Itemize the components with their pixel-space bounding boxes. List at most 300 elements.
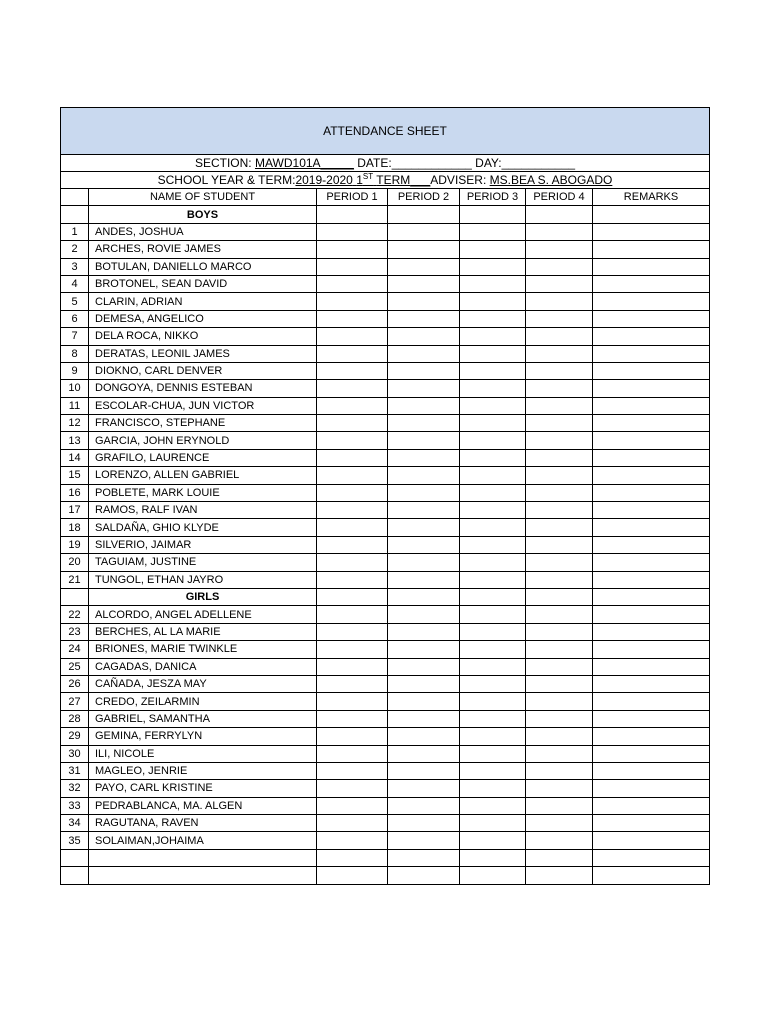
period-4-cell[interactable] <box>526 380 593 397</box>
student-row <box>61 328 710 345</box>
period-3-cell[interactable] <box>460 449 526 466</box>
period-3-cell[interactable] <box>460 310 526 327</box>
student-row <box>61 484 710 501</box>
period-2-cell[interactable] <box>388 745 460 762</box>
empty-cell[interactable] <box>593 849 710 866</box>
period-1-cell[interactable] <box>317 571 388 588</box>
period-3-cell[interactable] <box>460 554 526 571</box>
empty-cell[interactable] <box>526 867 593 884</box>
school-year-adviser-row <box>61 172 710 189</box>
empty-cell[interactable] <box>61 867 89 884</box>
student-name: SALDAÑA, GHIO KLYDE <box>89 519 317 536</box>
empty-row <box>61 849 710 866</box>
group-number-cell <box>61 206 89 223</box>
period-2-cell[interactable] <box>388 362 460 379</box>
period-4-cell[interactable] <box>526 241 593 258</box>
student-number: 11 <box>61 397 89 414</box>
student-number: 6 <box>61 310 89 327</box>
student-row <box>61 467 710 484</box>
period-1-cell[interactable] <box>317 554 388 571</box>
period-2-cell[interactable] <box>388 502 460 519</box>
period-4-cell[interactable] <box>526 623 593 640</box>
period-3-cell[interactable] <box>460 745 526 762</box>
student-name: GRAFILO, LAURENCE <box>89 449 317 466</box>
period-3-cell[interactable] <box>460 275 526 292</box>
remarks-cell[interactable] <box>593 241 710 258</box>
period-3-cell[interactable] <box>460 519 526 536</box>
period-1-cell[interactable] <box>317 815 388 832</box>
remarks-cell[interactable] <box>593 658 710 675</box>
period-4-cell[interactable] <box>526 675 593 692</box>
period-2-cell[interactable] <box>388 345 460 362</box>
remarks-cell[interactable] <box>593 815 710 832</box>
period-1-cell[interactable] <box>317 310 388 327</box>
remarks-cell[interactable] <box>593 380 710 397</box>
student-number: 13 <box>61 432 89 449</box>
remarks-cell[interactable] <box>593 745 710 762</box>
student-number: 29 <box>61 728 89 745</box>
remarks-cell[interactable] <box>593 328 710 345</box>
column-header-row <box>61 189 710 206</box>
period-2-cell[interactable] <box>388 432 460 449</box>
student-row <box>61 362 710 379</box>
period-4-cell[interactable] <box>526 762 593 779</box>
period-3-cell[interactable] <box>460 345 526 362</box>
period-2-cell[interactable] <box>388 415 460 432</box>
period-3-cell[interactable] <box>460 623 526 640</box>
period-3-cell[interactable] <box>460 710 526 727</box>
school-year-label: SCHOOL YEAR & TERM: <box>157 173 296 187</box>
empty-cell[interactable] <box>89 867 317 884</box>
student-row <box>61 258 710 275</box>
period-4-cell[interactable] <box>526 345 593 362</box>
student-name: DEMESA, ANGELICO <box>89 310 317 327</box>
period-3-cell[interactable] <box>460 432 526 449</box>
student-number: 14 <box>61 449 89 466</box>
student-number: 24 <box>61 641 89 658</box>
period-4-cell[interactable] <box>526 397 593 414</box>
remarks-cell[interactable] <box>593 275 710 292</box>
student-row <box>61 797 710 814</box>
period-1-cell[interactable] <box>317 275 388 292</box>
period-4-cell[interactable] <box>526 502 593 519</box>
remarks-cell[interactable] <box>593 693 710 710</box>
student-name: DONGOYA, DENNIS ESTEBAN <box>89 380 317 397</box>
student-number: 30 <box>61 745 89 762</box>
student-number: 18 <box>61 519 89 536</box>
student-number: 3 <box>61 258 89 275</box>
student-number: 10 <box>61 380 89 397</box>
period-4-cell[interactable] <box>526 362 593 379</box>
remarks-cell[interactable] <box>593 484 710 501</box>
empty-cell[interactable] <box>526 849 593 866</box>
student-name: POBLETE, MARK LOUIE <box>89 484 317 501</box>
student-row <box>61 710 710 727</box>
student-name: GABRIEL, SAMANTHA <box>89 710 317 727</box>
period-2-cell[interactable] <box>388 258 460 275</box>
attendance-cell[interactable] <box>460 206 526 223</box>
period-3-cell[interactable] <box>460 658 526 675</box>
period-3-cell[interactable] <box>460 397 526 414</box>
period-1-cell[interactable] <box>317 536 388 553</box>
period-2-cell[interactable] <box>388 832 460 849</box>
student-number: 5 <box>61 293 89 310</box>
student-number: 26 <box>61 675 89 692</box>
remarks-cell[interactable] <box>593 449 710 466</box>
period-2-cell[interactable] <box>388 780 460 797</box>
empty-row <box>61 867 710 884</box>
period-3-cell[interactable] <box>460 484 526 501</box>
remarks-cell[interactable] <box>593 502 710 519</box>
remarks-cell[interactable] <box>593 519 710 536</box>
period-1-cell[interactable] <box>317 415 388 432</box>
student-row <box>61 762 710 779</box>
period-2-cell[interactable] <box>388 762 460 779</box>
student-name: RAMOS, RALF IVAN <box>89 502 317 519</box>
attendance-cell[interactable] <box>460 588 526 605</box>
remarks-cell[interactable] <box>593 762 710 779</box>
student-row <box>61 293 710 310</box>
attendance-cell[interactable] <box>526 588 593 605</box>
period-3-cell[interactable] <box>460 780 526 797</box>
remarks-cell[interactable] <box>593 797 710 814</box>
student-number: 7 <box>61 328 89 345</box>
attendance-cell[interactable] <box>317 588 388 605</box>
attendance-cell[interactable] <box>593 588 710 605</box>
period-1-cell[interactable] <box>317 728 388 745</box>
period-2-cell[interactable] <box>388 815 460 832</box>
header-name: NAME OF STUDENT <box>89 189 317 206</box>
student-name: ESCOLAR-CHUA, JUN VICTOR <box>89 397 317 414</box>
empty-cell[interactable] <box>460 867 526 884</box>
remarks-cell[interactable] <box>593 675 710 692</box>
period-1-cell[interactable] <box>317 397 388 414</box>
period-4-cell[interactable] <box>526 328 593 345</box>
period-4-cell[interactable] <box>526 832 593 849</box>
period-3-cell[interactable] <box>460 571 526 588</box>
period-1-cell[interactable] <box>317 449 388 466</box>
boys-group-label: BOYS <box>89 206 317 223</box>
period-1-cell[interactable] <box>317 362 388 379</box>
period-2-cell[interactable] <box>388 606 460 623</box>
remarks-cell[interactable] <box>593 728 710 745</box>
period-4-cell[interactable] <box>526 310 593 327</box>
remarks-cell[interactable] <box>593 832 710 849</box>
period-2-cell[interactable] <box>388 797 460 814</box>
period-2-cell[interactable] <box>388 571 460 588</box>
period-1-cell[interactable] <box>317 467 388 484</box>
attendance-cell[interactable] <box>593 206 710 223</box>
section-date-day-row <box>61 155 710 172</box>
period-3-cell[interactable] <box>460 362 526 379</box>
section-value: MAWD101A_____ <box>254 156 354 170</box>
period-3-cell[interactable] <box>460 797 526 814</box>
period-3-cell[interactable] <box>460 258 526 275</box>
period-1-cell[interactable] <box>317 519 388 536</box>
student-row <box>61 675 710 692</box>
period-1-cell[interactable] <box>317 623 388 640</box>
student-number: 27 <box>61 693 89 710</box>
period-2-cell[interactable] <box>388 484 460 501</box>
period-4-cell[interactable] <box>526 641 593 658</box>
remarks-cell[interactable] <box>593 362 710 379</box>
remarks-cell[interactable] <box>593 641 710 658</box>
student-name: PEDRABLANCA, MA. ALGEN <box>89 797 317 814</box>
student-row <box>61 380 710 397</box>
period-3-cell[interactable] <box>460 762 526 779</box>
attendance-sheet <box>60 107 709 885</box>
empty-cell[interactable] <box>89 849 317 866</box>
student-row <box>61 641 710 658</box>
remarks-cell[interactable] <box>593 258 710 275</box>
remarks-cell[interactable] <box>593 536 710 553</box>
period-4-cell[interactable] <box>526 815 593 832</box>
remarks-cell[interactable] <box>593 571 710 588</box>
period-1-cell[interactable] <box>317 380 388 397</box>
student-row <box>61 310 710 327</box>
student-name: BOTULAN, DANIELLO MARCO <box>89 258 317 275</box>
period-1-cell[interactable] <box>317 710 388 727</box>
period-4-cell[interactable] <box>526 258 593 275</box>
day-label: DAY: <box>475 156 502 170</box>
student-row <box>61 345 710 362</box>
remarks-cell[interactable] <box>593 467 710 484</box>
header-remarks: REMARKS <box>593 189 710 206</box>
student-row <box>61 241 710 258</box>
student-name: BRIONES, MARIE TWINKLE <box>89 641 317 658</box>
period-4-cell[interactable] <box>526 536 593 553</box>
period-3-cell[interactable] <box>460 728 526 745</box>
period-4-cell[interactable] <box>526 571 593 588</box>
period-3-cell[interactable] <box>460 415 526 432</box>
student-number: 9 <box>61 362 89 379</box>
period-4-cell[interactable] <box>526 415 593 432</box>
period-2-cell[interactable] <box>388 710 460 727</box>
period-2-cell[interactable] <box>388 449 460 466</box>
student-number: 28 <box>61 710 89 727</box>
student-name: CREDO, ZEILARMIN <box>89 693 317 710</box>
period-3-cell[interactable] <box>460 241 526 258</box>
period-4-cell[interactable] <box>526 745 593 762</box>
period-4-cell[interactable] <box>526 223 593 240</box>
student-name: LORENZO, ALLEN GABRIEL <box>89 467 317 484</box>
period-1-cell[interactable] <box>317 780 388 797</box>
period-2-cell[interactable] <box>388 223 460 240</box>
sheet-title: ATTENDANCE SHEET <box>61 108 710 155</box>
period-1-cell[interactable] <box>317 502 388 519</box>
period-1-cell[interactable] <box>317 797 388 814</box>
period-4-cell[interactable] <box>526 293 593 310</box>
student-row <box>61 223 710 240</box>
header-period-3: PERIOD 3 <box>460 189 526 206</box>
attendance-cell[interactable] <box>388 206 460 223</box>
period-2-cell[interactable] <box>388 554 460 571</box>
header-period-1: PERIOD 1 <box>317 189 388 206</box>
period-4-cell[interactable] <box>526 780 593 797</box>
remarks-cell[interactable] <box>593 415 710 432</box>
period-4-cell[interactable] <box>526 797 593 814</box>
period-4-cell[interactable] <box>526 693 593 710</box>
student-row <box>61 571 710 588</box>
girls-group-row <box>61 588 710 605</box>
empty-cell[interactable] <box>317 867 388 884</box>
period-4-cell[interactable] <box>526 519 593 536</box>
period-4-cell[interactable] <box>526 484 593 501</box>
remarks-cell[interactable] <box>593 397 710 414</box>
period-1-cell[interactable] <box>317 258 388 275</box>
student-number: 25 <box>61 658 89 675</box>
student-row <box>61 623 710 640</box>
remarks-cell[interactable] <box>593 293 710 310</box>
remarks-cell[interactable] <box>593 223 710 240</box>
period-3-cell[interactable] <box>460 328 526 345</box>
student-number: 33 <box>61 797 89 814</box>
period-1-cell[interactable] <box>317 328 388 345</box>
period-4-cell[interactable] <box>526 658 593 675</box>
period-2-cell[interactable] <box>388 241 460 258</box>
period-1-cell[interactable] <box>317 293 388 310</box>
period-4-cell[interactable] <box>526 554 593 571</box>
period-4-cell[interactable] <box>526 606 593 623</box>
period-1-cell[interactable] <box>317 832 388 849</box>
period-3-cell[interactable] <box>460 293 526 310</box>
student-name: TAGUIAM, JUSTINE <box>89 554 317 571</box>
student-row <box>61 728 710 745</box>
student-name: SILVERIO, JAIMAR <box>89 536 317 553</box>
period-2-cell[interactable] <box>388 641 460 658</box>
period-4-cell[interactable] <box>526 275 593 292</box>
student-number: 34 <box>61 815 89 832</box>
period-1-cell[interactable] <box>317 658 388 675</box>
period-1-cell[interactable] <box>317 745 388 762</box>
period-1-cell[interactable] <box>317 484 388 501</box>
remarks-cell[interactable] <box>593 710 710 727</box>
remarks-cell[interactable] <box>593 345 710 362</box>
period-1-cell[interactable] <box>317 432 388 449</box>
period-2-cell[interactable] <box>388 397 460 414</box>
period-2-cell[interactable] <box>388 519 460 536</box>
period-2-cell[interactable] <box>388 328 460 345</box>
period-1-cell[interactable] <box>317 641 388 658</box>
empty-cell[interactable] <box>460 849 526 866</box>
period-3-cell[interactable] <box>460 832 526 849</box>
student-row <box>61 815 710 832</box>
student-name: ANDES, JOSHUA <box>89 223 317 240</box>
period-2-cell[interactable] <box>388 380 460 397</box>
empty-cell[interactable] <box>61 849 89 866</box>
student-name: ILI, NICOLE <box>89 745 317 762</box>
student-name: GARCIA, JOHN ERYNOLD <box>89 432 317 449</box>
period-1-cell[interactable] <box>317 675 388 692</box>
student-row <box>61 832 710 849</box>
period-2-cell[interactable] <box>388 467 460 484</box>
empty-cell[interactable] <box>388 867 460 884</box>
period-4-cell[interactable] <box>526 710 593 727</box>
period-3-cell[interactable] <box>460 380 526 397</box>
period-3-cell[interactable] <box>460 467 526 484</box>
student-row <box>61 606 710 623</box>
student-name: GEMINA, FERRYLYN <box>89 728 317 745</box>
student-number: 23 <box>61 623 89 640</box>
period-3-cell[interactable] <box>460 536 526 553</box>
attendance-cell[interactable] <box>317 206 388 223</box>
student-number: 8 <box>61 345 89 362</box>
period-3-cell[interactable] <box>460 223 526 240</box>
student-row <box>61 554 710 571</box>
period-3-cell[interactable] <box>460 675 526 692</box>
period-2-cell[interactable] <box>388 728 460 745</box>
period-3-cell[interactable] <box>460 641 526 658</box>
period-4-cell[interactable] <box>526 467 593 484</box>
period-2-cell[interactable] <box>388 293 460 310</box>
remarks-cell[interactable] <box>593 310 710 327</box>
student-name: BROTONEL, SEAN DAVID <box>89 275 317 292</box>
remarks-cell[interactable] <box>593 554 710 571</box>
student-row <box>61 745 710 762</box>
period-4-cell[interactable] <box>526 728 593 745</box>
student-number: 2 <box>61 241 89 258</box>
period-3-cell[interactable] <box>460 815 526 832</box>
remarks-cell[interactable] <box>593 606 710 623</box>
student-row <box>61 536 710 553</box>
student-name: CAÑADA, JESZA MAY <box>89 675 317 692</box>
period-2-cell[interactable] <box>388 693 460 710</box>
student-name: DERATAS, LEONIL JAMES <box>89 345 317 362</box>
student-row <box>61 780 710 797</box>
header-period-4: PERIOD 4 <box>526 189 593 206</box>
remarks-cell[interactable] <box>593 432 710 449</box>
period-2-cell[interactable] <box>388 658 460 675</box>
period-3-cell[interactable] <box>460 693 526 710</box>
student-name: CAGADAS, DANICA <box>89 658 317 675</box>
student-name: ARCHES, ROVIE JAMES <box>89 241 317 258</box>
remarks-cell[interactable] <box>593 780 710 797</box>
period-1-cell[interactable] <box>317 693 388 710</box>
student-row <box>61 415 710 432</box>
period-2-cell[interactable] <box>388 675 460 692</box>
period-1-cell[interactable] <box>317 606 388 623</box>
period-2-cell[interactable] <box>388 536 460 553</box>
period-1-cell[interactable] <box>317 762 388 779</box>
empty-cell[interactable] <box>317 849 388 866</box>
period-2-cell[interactable] <box>388 310 460 327</box>
attendance-cell[interactable] <box>388 588 460 605</box>
student-row <box>61 432 710 449</box>
period-2-cell[interactable] <box>388 623 460 640</box>
period-3-cell[interactable] <box>460 606 526 623</box>
remarks-cell[interactable] <box>593 623 710 640</box>
attendance-cell[interactable] <box>526 206 593 223</box>
student-name: ALCORDO, ANGEL ADELLENE <box>89 606 317 623</box>
adviser-value: MS.BEA S. ABOGADO <box>489 173 613 187</box>
group-number-cell <box>61 588 89 605</box>
period-2-cell[interactable] <box>388 275 460 292</box>
student-name: TUNGOL, ETHAN JAYRO <box>89 571 317 588</box>
period-1-cell[interactable] <box>317 223 388 240</box>
student-row <box>61 519 710 536</box>
student-number: 17 <box>61 502 89 519</box>
period-3-cell[interactable] <box>460 502 526 519</box>
period-4-cell[interactable] <box>526 449 593 466</box>
student-name: CLARIN, ADRIAN <box>89 293 317 310</box>
period-1-cell[interactable] <box>317 345 388 362</box>
student-number: 20 <box>61 554 89 571</box>
day-blank: ___________ <box>501 156 576 170</box>
period-1-cell[interactable] <box>317 241 388 258</box>
period-4-cell[interactable] <box>526 432 593 449</box>
empty-cell[interactable] <box>593 867 710 884</box>
empty-cell[interactable] <box>388 849 460 866</box>
